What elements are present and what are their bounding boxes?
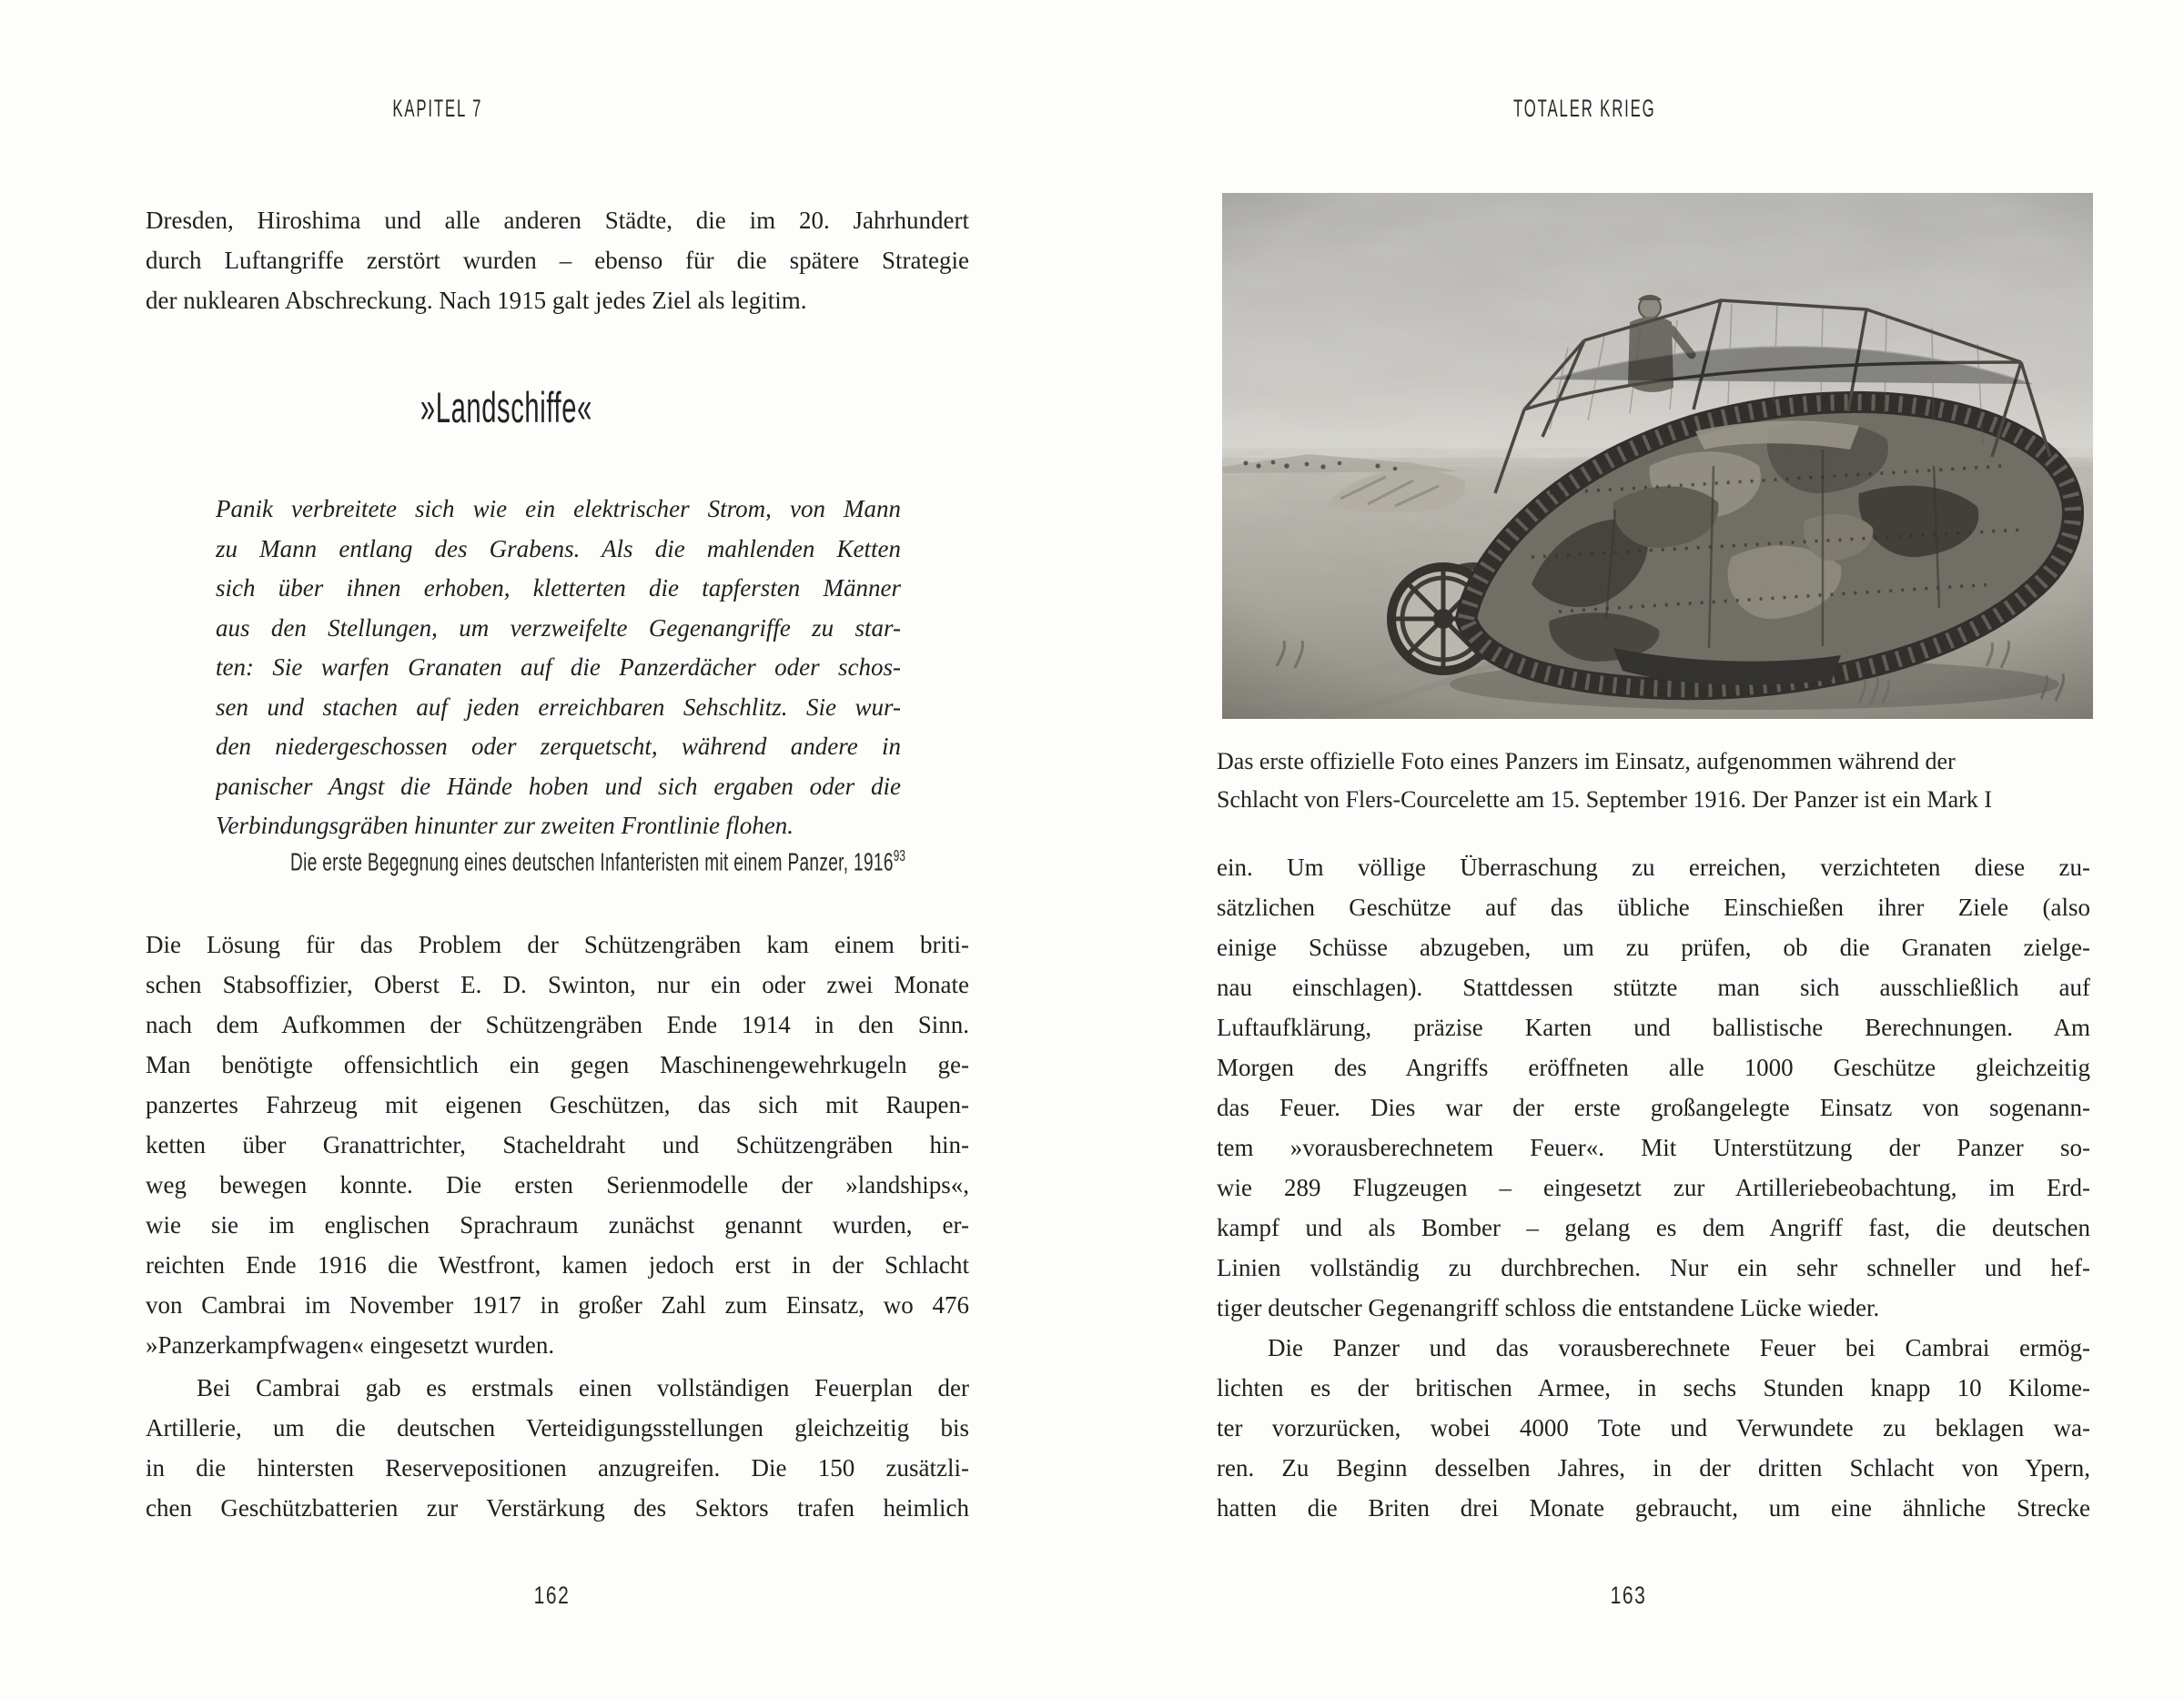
text-line: Die Panzer und das vorausberechnete Feuer bei Cambrai ermög- — [1268, 1334, 2090, 1361]
text-line: Das erste offizielle Foto eines Panzers im Einsatz, aufgenommen während der — [1217, 748, 1956, 774]
paragraph-advance — [1217, 1328, 2090, 1528]
text-line: wie 289 Flugzeugen – eingesetzt zur Artilleriebeobachtung, im Erd- — [1217, 1174, 2090, 1201]
text-line: nau einschlagen). Stattdessen stützte man sich ausschließlich auf — [1217, 974, 2090, 1001]
text-line: Bei Cambrai gab es erstmals einen vollständigen Feuerplan der — [197, 1374, 969, 1401]
page-number-left — [416, 1582, 689, 1610]
page-number-right — [1492, 1582, 1765, 1610]
text-line: Morgen des Angriffs eröffneten alle 1000 Geschütze gleichzeitig — [1217, 1054, 2090, 1081]
text-line: panischer Angst die Hände hoben und sich ergaben oder die — [216, 772, 901, 800]
block-quote — [216, 490, 901, 846]
text-line: chen Geschützbatterien zur Verstärkung des Sektors trafen heimlich — [146, 1494, 969, 1522]
paragraph-continuation — [146, 200, 969, 320]
quote-attribution-label: Die erste Begegnung eines deutschen Infanteristen mit einem Panzer, 1916$^{93}$ — [290, 846, 905, 876]
text-line: Dresden, Hiroshima und alle anderen Städte, die im 20. Jahrhundert — [146, 207, 969, 234]
text-line: der nuklearen Abschreckung. Nach 1915 galt jedes Ziel als legitim. — [146, 287, 807, 314]
text-line: von Cambrai im November 1917 in großer Zahl zum Einsatz, wo 476 — [146, 1291, 969, 1319]
text-line: das Feuer. Dies war der erste großangelegte Einsatz von sogenann- — [1217, 1094, 2090, 1121]
text-line: sich über ihnen erhoben, kletterten die tapfersten Männer — [216, 574, 901, 602]
text-line: Luftaufklärung, präzise Karten und ballistische Berechnungen. Am — [1217, 1014, 2090, 1041]
text-line: ein. Um völlige Überraschung zu erreichen, verzichteten diese zu- — [1217, 854, 2090, 881]
text-line: sen und stachen auf jeden erreichbaren Sehschlitz. Sie wur- — [216, 693, 901, 721]
text-line: Linien vollständig zu durchbrechen. Nur ein sehr schneller und hef- — [1217, 1254, 2090, 1281]
text-line: ter vorzurücken, wobei 4000 Tote und Verwundete zu beklagen wa- — [1217, 1414, 2090, 1441]
text-line: wie sie im englischen Sprachraum zunächst genannt wurden, er- — [146, 1211, 969, 1239]
running-head-left — [301, 95, 574, 123]
text-line: sätzlichen Geschütze auf das übliche Einschießen ihrer Ziele (also — [1217, 894, 2090, 921]
text-line: ketten über Granattrichter, Stacheldraht und Schützengräben hin- — [146, 1131, 969, 1158]
running-head-right-label: TOTALER KRIEG — [1512, 95, 1656, 122]
photo-caption — [1217, 743, 2090, 819]
text-line: Artillerie, um die deutschen Verteidigungsstellungen gleichzeitig bis — [146, 1414, 969, 1441]
section-heading-label: »Landschiffe« — [420, 383, 592, 431]
paragraph-landships — [146, 925, 969, 1365]
page-number-right-label: 163 — [1611, 1582, 1647, 1609]
section-heading — [278, 382, 733, 432]
text-line: tem »vorausberechnetem Feuer«. Mit Unterstützung der Panzer so- — [1217, 1134, 2090, 1161]
paragraph-cambrai — [146, 1368, 969, 1528]
text-line: »Panzerkampfwagen« eingesetzt wurden. — [146, 1331, 555, 1359]
text-line: Die Lösung für das Problem der Schützengräben kam einem briti- — [146, 931, 969, 958]
text-line: in die hintersten Reservepositionen anzugreifen. Die 150 zusätzli- — [146, 1454, 969, 1482]
text-line: zu Mann entlang des Grabens. Als die mahlenden Ketten — [216, 534, 901, 562]
text-line: panzertes Fahrzeug mit eigenen Geschützen, das sich mit Raupen- — [146, 1091, 969, 1118]
tank-photo-illustration — [1222, 193, 2093, 719]
tank-photo — [1222, 193, 2093, 719]
text-line: kampf und als Bomber – gelang es dem Angriff fast, die deutschen — [1217, 1214, 2090, 1241]
text-line: ren. Zu Beginn desselben Jahres, in der dritten Schlacht von Ypern, — [1217, 1454, 2090, 1482]
text-line: weg bewegen konnte. Die ersten Serienmodelle der »landships«, — [146, 1171, 969, 1198]
text-line: Panik verbreitete sich wie ein elektrischer Strom, von Mann — [216, 495, 901, 522]
text-line: schen Stabsoffizier, Oberst E. D. Swinton, nur ein oder zwei Monate — [146, 971, 969, 998]
running-head-right — [1448, 95, 1721, 123]
paragraph-predicted-fire — [1217, 847, 2090, 1328]
text-line: hatten die Briten drei Monate gebraucht, um eine ähnliche Strecke — [1217, 1494, 2090, 1522]
footnote-marker: 93 — [893, 846, 905, 865]
text-line: Man benötigte offensichtlich ein gegen Maschinengewehrkugeln ge- — [146, 1051, 969, 1078]
text-line: durch Luftangriffe zerstört wurden – ebenso für die spätere Strategie — [146, 247, 969, 274]
quote-attribution — [146, 846, 969, 876]
text-line: den niedergeschossen oder zerquetscht, während andere in — [216, 733, 901, 760]
text-line: aus den Stellungen, um verzweifelte Gegenangriffe zu star- — [216, 613, 901, 642]
running-head-left-label: KAPITEL 7 — [392, 95, 483, 122]
text-line: Verbindungsgräben hinunter zur zweiten Frontlinie flohen. — [216, 812, 794, 839]
text-line: einige Schüsse abzugeben, um zu prüfen, ob die Granaten zielge- — [1217, 934, 2090, 961]
text-line: lichten es der britischen Armee, in sechs Stunden knapp 10 Kilome- — [1217, 1374, 2090, 1401]
text-line: nach dem Aufkommen der Schützengräben Ende 1914 in den Sinn. — [146, 1011, 969, 1038]
text-line: tiger deutscher Gegenangriff schloss die entstandene Lücke wieder. — [1217, 1294, 1880, 1321]
text-line: ten: Sie warfen Granaten auf die Panzerdächer oder schos- — [216, 653, 901, 681]
text-line: reichten Ende 1916 die Westfront, kamen jedoch erst in der Schlacht — [146, 1251, 969, 1279]
page-number-left-label: 162 — [534, 1582, 571, 1609]
text-line: Schlacht von Flers-Courcelette am 15. September 1916. Der Panzer ist ein Mark I — [1217, 786, 1992, 813]
